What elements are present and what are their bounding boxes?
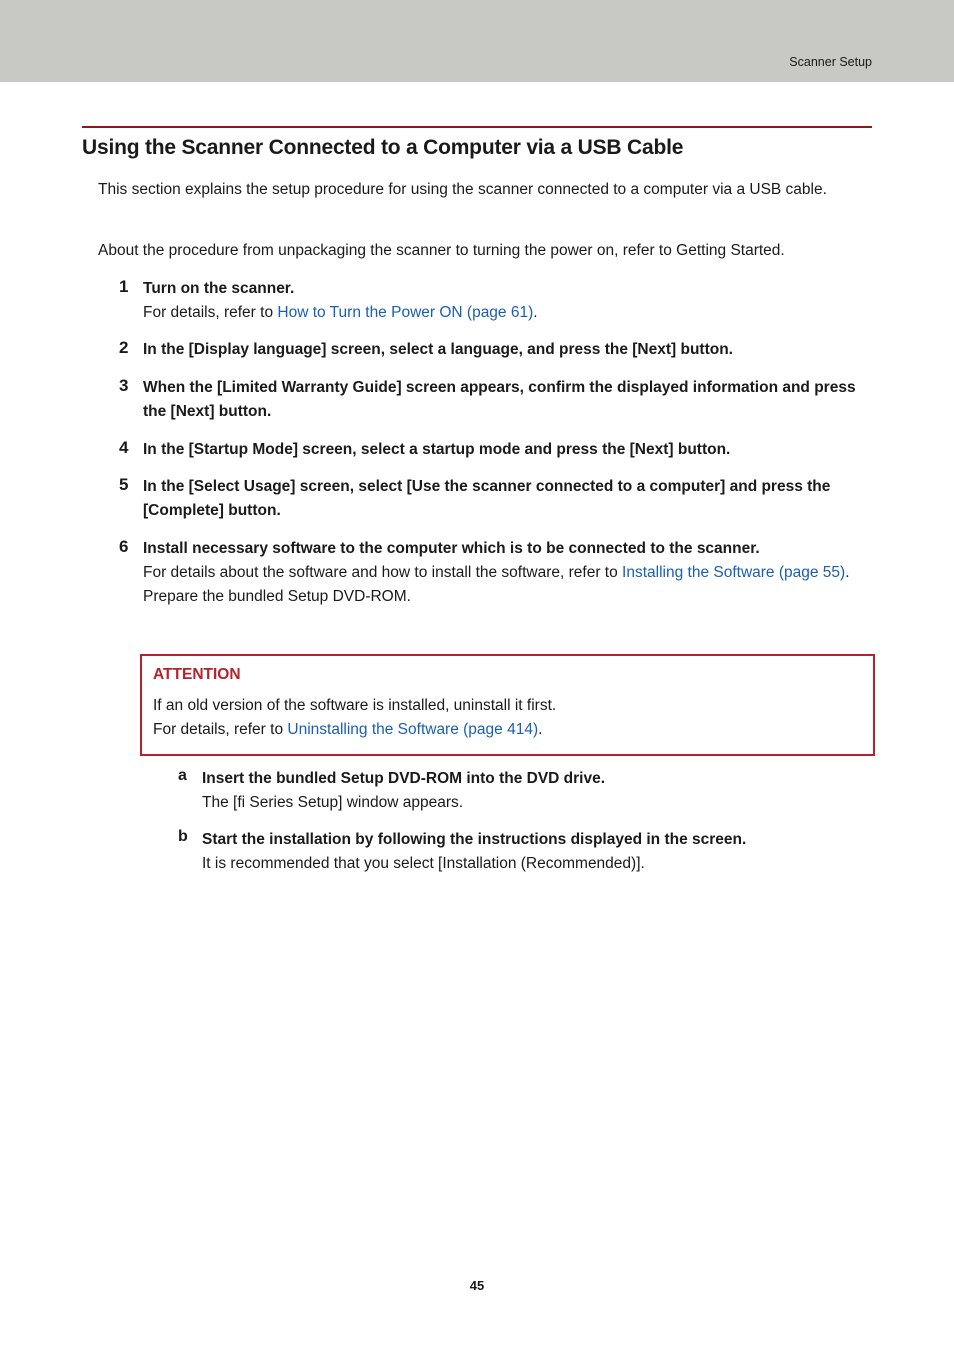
step-detail (143, 301, 858, 325)
step-number: 4 (119, 438, 129, 457)
step-instruction: Turn on the scanner. (143, 280, 295, 297)
step-instruction: In the [Select Usage] screen, select [Use the scanner connected to a computer] and press the [Complete] button. (143, 478, 831, 519)
substep-detail: It is recommended that you select [Installation (Recommended)]. (202, 855, 645, 872)
step-instruction: Install necessary software to the computer which is to be connected to the scanner. (143, 540, 760, 557)
substep-detail: The [fi Series Setup] window appears. (202, 794, 464, 811)
attention-body (153, 694, 853, 742)
attention-box (140, 654, 875, 756)
substep-letter: a (178, 767, 187, 784)
detail-prefix: For details, refer to (143, 304, 278, 321)
intro-paragraph: About the procedure from unpackaging the scanner to turning the power on, refer to Getting Started. (98, 242, 785, 259)
detail-prefix: For details about the software and how to install the software, refer to (143, 564, 623, 581)
step-instruction: When the [Limited Warranty Guide] screen appears, confirm the displayed information and press the [Next] button. (143, 379, 856, 420)
substep-b (202, 828, 862, 876)
attention-prefix: For details, refer to (153, 721, 288, 738)
attention-suffix: . (538, 721, 543, 738)
step-instruction: In the [Startup Mode] screen, select a startup mode and press the [Next] button. (143, 441, 731, 458)
step-number: 2 (119, 338, 129, 357)
section-header-label: Scanner Setup (789, 55, 872, 69)
step-6 (143, 537, 858, 609)
step-instruction: In the [Display language] screen, select a language, and press the [Next] button. (143, 341, 733, 358)
page-number: 45 (469, 1278, 485, 1293)
header-bar (0, 0, 954, 82)
substep-letter: b (178, 828, 188, 845)
detail-suffix: . (533, 304, 538, 321)
link-uninstalling-the-software[interactable]: Uninstalling the Software (page 414) (287, 721, 539, 738)
step-extra: Prepare the bundled Setup DVD-ROM. (143, 588, 411, 605)
title-rule (82, 126, 872, 128)
attention-title: ATTENTION (153, 666, 241, 683)
step-1 (143, 277, 858, 325)
substep-a (202, 767, 862, 815)
attention-line (153, 718, 853, 742)
substep-instruction: Start the installation by following the instructions displayed in the screen. (202, 831, 747, 848)
link-installing-the-software[interactable]: Installing the Software (page 55) (622, 564, 846, 581)
link-how-to-turn-power-on[interactable]: How to Turn the Power ON (page 61) (277, 304, 534, 321)
detail-suffix: . (845, 564, 850, 581)
step-number: 6 (119, 537, 129, 556)
step-number: 3 (119, 376, 129, 395)
step-detail (143, 561, 858, 585)
page-title: Using the Scanner Connected to a Computer via a USB Cable (82, 136, 684, 159)
substep-instruction: Insert the bundled Setup DVD-ROM into the DVD drive. (202, 770, 606, 787)
intro-paragraph: This section explains the setup procedure for using the scanner connected to a computer via a USB cable. (98, 181, 827, 198)
attention-line: If an old version of the software is installed, uninstall it first. (153, 697, 557, 714)
step-number: 5 (119, 475, 129, 494)
step-number: 1 (119, 277, 129, 296)
